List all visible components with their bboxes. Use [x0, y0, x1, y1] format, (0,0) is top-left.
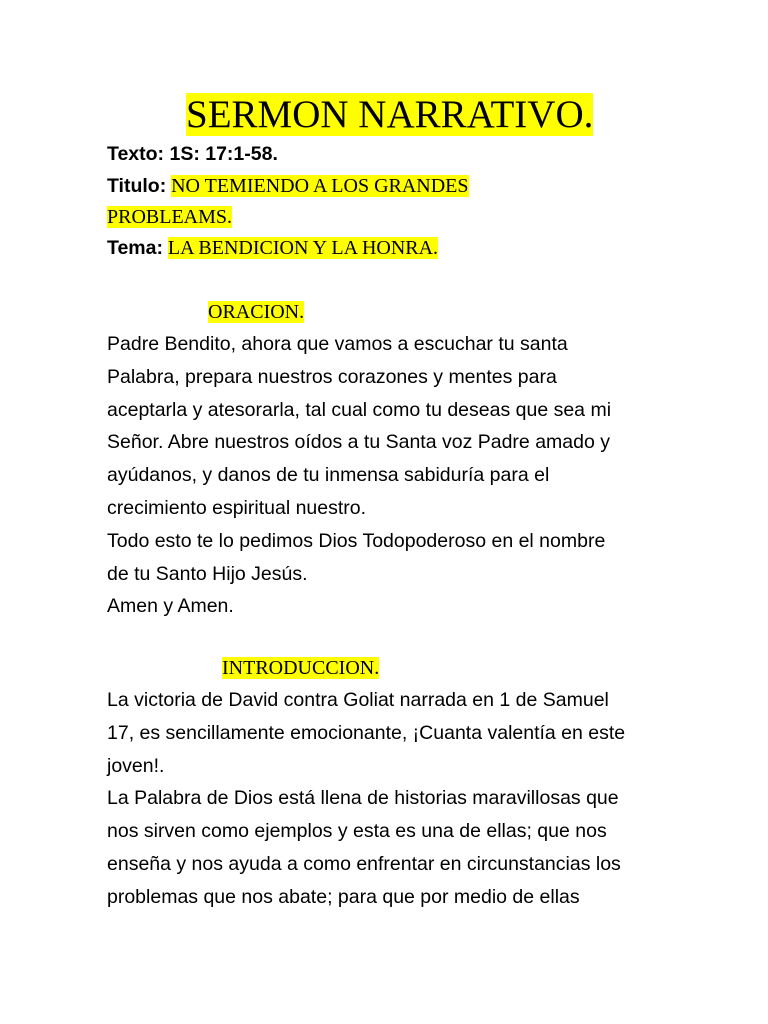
titulo-line [107, 171, 469, 202]
introduccion-heading [222, 654, 379, 682]
oracion-line: crecimiento espiritual nuestro. [107, 496, 367, 519]
texto-line [107, 139, 278, 169]
oracion-paragraph [107, 328, 707, 623]
tema-label: Tema: [107, 237, 163, 259]
oracion-line: aceptarla y atesorarla, tal cual como tu deseas que sea mi [107, 398, 612, 421]
oracion-heading-text: ORACION. [208, 301, 305, 323]
introduccion-line: enseña y nos ayuda a como enfrentar en circunstancias los [107, 852, 621, 875]
tema-line [107, 233, 438, 264]
introduccion-line: La Palabra de Dios está llena de historias maravillosas que [107, 787, 619, 810]
introduccion-line: problemas que nos abate; para que por medio de ellas [107, 885, 580, 908]
oracion-line: ayúdanos, y danos de tu inmensa sabiduría para el [107, 464, 550, 487]
titulo-line-2 [107, 202, 232, 233]
introduccion-line: joven!. [107, 754, 165, 777]
texto-value: 1S: 17:1-58. [169, 143, 278, 165]
oracion-line: Amen y Amen. [107, 595, 234, 618]
oracion-line: Señor. Abre nuestros oídos a tu Santa voz Padre amado y [107, 431, 610, 454]
title-text: SERMON NARRATIVO. [186, 93, 594, 136]
oracion-line: de tu Santo Hijo Jesús. [107, 562, 308, 585]
introduccion-line: La victoria de David contra Goliat narrada en 1 de Samuel [107, 689, 609, 711]
document-title [186, 92, 593, 138]
titulo-value-line2: PROBLEAMS. [107, 206, 233, 228]
texto-label: Texto: [107, 143, 165, 165]
introduccion-heading-text: INTRODUCCION. [222, 657, 380, 679]
titulo-value-line1: NO TEMIENDO A LOS GRANDES [171, 175, 469, 197]
introduccion-line: nos sirven como ejemplos y esta es una de ellas; que nos [107, 820, 607, 843]
oracion-line: Todo esto te lo pedimos Dios Todopoderoso en el nombre [107, 529, 606, 552]
tema-value: LA BENDICION Y LA HONRA. [167, 237, 439, 259]
oracion-line: Padre Bendito, ahora que vamos a escuchar tu santa [107, 333, 568, 355]
introduccion-paragraph [107, 684, 707, 914]
introduccion-line: 17, es sencillamente emocionante, ¡Cuanta valentía en este [107, 721, 626, 744]
titulo-label: Titulo: [107, 175, 167, 197]
oracion-line: Palabra, prepara nuestros corazones y mentes para [107, 365, 557, 388]
oracion-heading [208, 298, 304, 326]
